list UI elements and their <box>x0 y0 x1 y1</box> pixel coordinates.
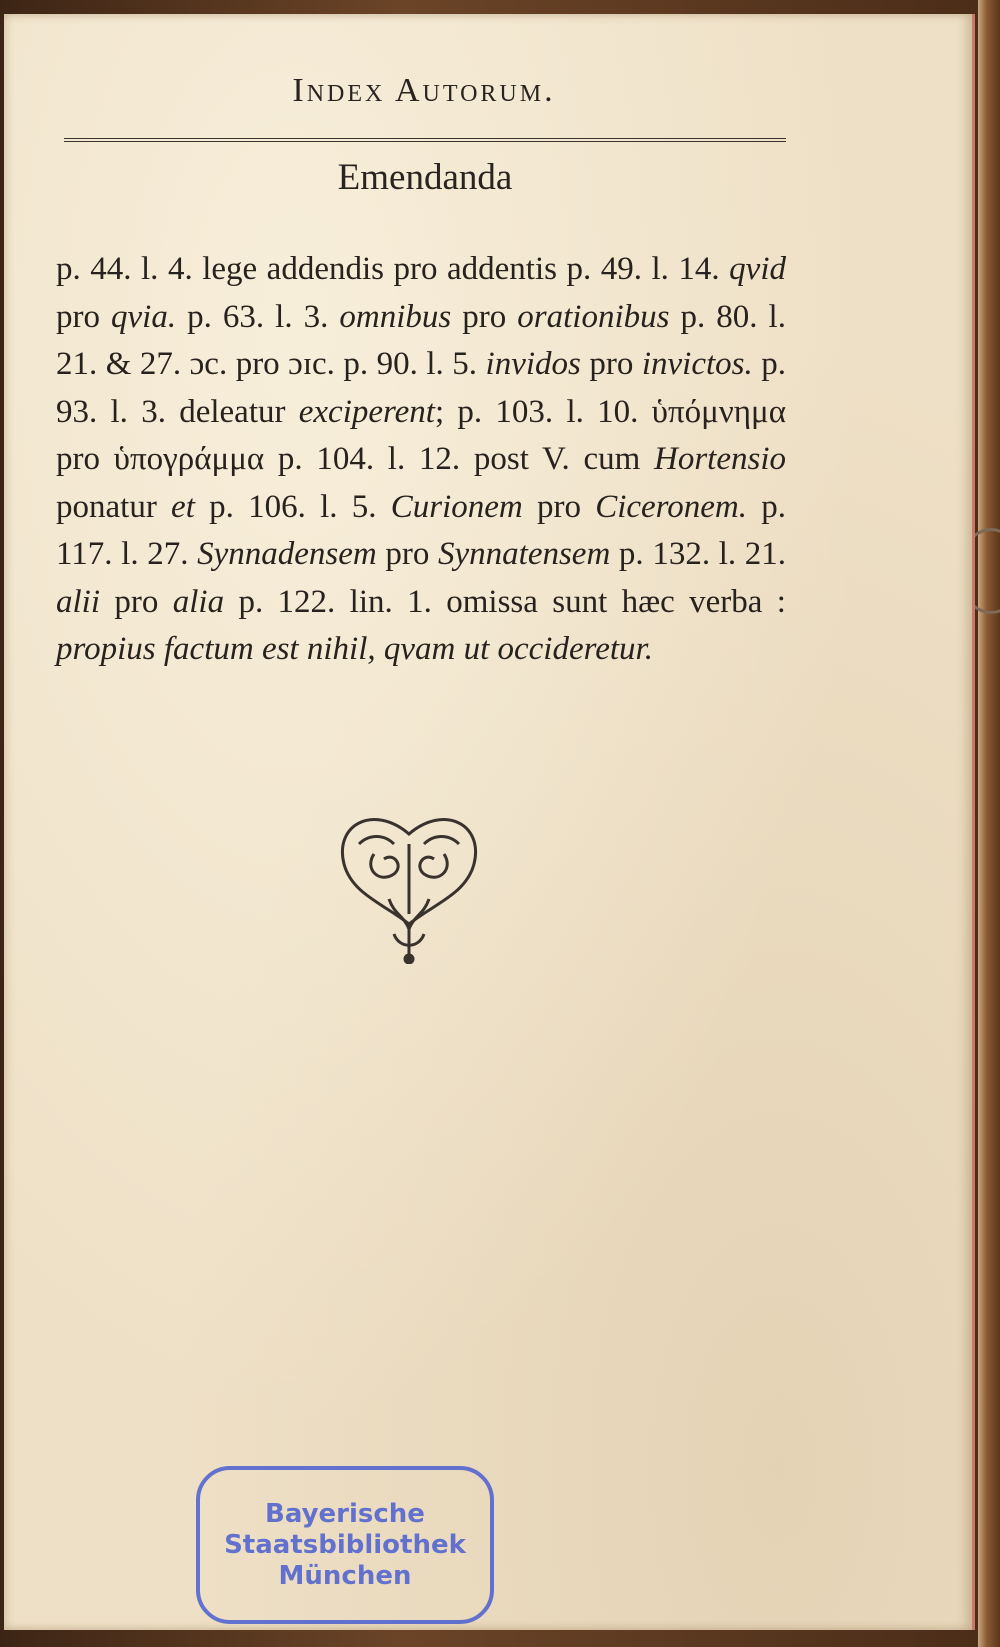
stamp-line-1: Bayerische <box>265 1498 425 1529</box>
errata-segment: omnibus <box>339 298 452 335</box>
errata-segment: invictos. <box>641 346 753 382</box>
errata-segment: pro <box>522 488 596 525</box>
errata-segment: pro <box>580 346 642 382</box>
library-stamp <box>196 1466 494 1624</box>
errata-segment: orationibus <box>517 298 670 335</box>
errata-segment: ; p. 103. l. 10. ὑπόμνημα pro ὑπογράμμα p. 104. l. 12. post V. cum <box>56 393 786 477</box>
errata-segment: exciperent <box>298 393 435 430</box>
errata-segment: p. 63. l. 3. <box>176 298 340 335</box>
errata-segment: p. 80. l. 21. & 27. ɔc. pro ɔɪc. p. 90. l. 5. <box>56 298 786 382</box>
errata-segment: p. 117. l. 27. <box>56 488 786 572</box>
errata-segment: Hortensio <box>654 441 786 477</box>
errata-segment: pro <box>376 536 438 572</box>
errata-segment: p. 122. lin. 1. omissa sunt hæc verba : <box>224 583 786 620</box>
stamp-line-2: Staatsbibliothek <box>224 1529 466 1560</box>
errata-segment: Curionem <box>390 488 523 525</box>
errata-text <box>56 246 786 674</box>
head-rule <box>64 138 786 142</box>
errata-segment: p. 132. l. 21. <box>610 536 787 572</box>
errata-segment: p. 93. l. 3. deleatur <box>56 346 786 430</box>
book-page <box>4 14 975 1630</box>
errata-segment: alia <box>172 583 225 620</box>
errata-segment: propius factum est nihil, qvam ut occideretur. <box>56 631 653 667</box>
errata-segment: et <box>171 488 195 525</box>
running-head: Index Autorum. <box>292 72 556 109</box>
errata-segment: p. 44. l. 4. lege addendis pro addentis p. 49. l. 14. <box>56 251 730 287</box>
ornament-icon <box>334 804 484 964</box>
errata-segment: Ciceronem. <box>595 488 748 525</box>
errata-segment: ponatur <box>56 488 172 525</box>
errata-segment: qvid <box>729 251 786 287</box>
errata-segment: qvia. <box>111 298 177 335</box>
errata-segment: pro <box>100 583 173 620</box>
errata-segment: alii <box>56 583 101 620</box>
errata-segment: Synnadensem <box>197 536 377 572</box>
page-edges <box>978 0 1000 1647</box>
errata-segment: invidos <box>485 346 581 382</box>
errata-segment: pro <box>56 298 112 335</box>
page-heading: Emendanda <box>337 157 513 198</box>
errata-segment: pro <box>451 298 518 335</box>
stamp-line-3: München <box>278 1560 412 1591</box>
errata-segment: Synnatensem <box>438 536 611 572</box>
errata-segment: p. 106. l. 5. <box>194 488 391 525</box>
